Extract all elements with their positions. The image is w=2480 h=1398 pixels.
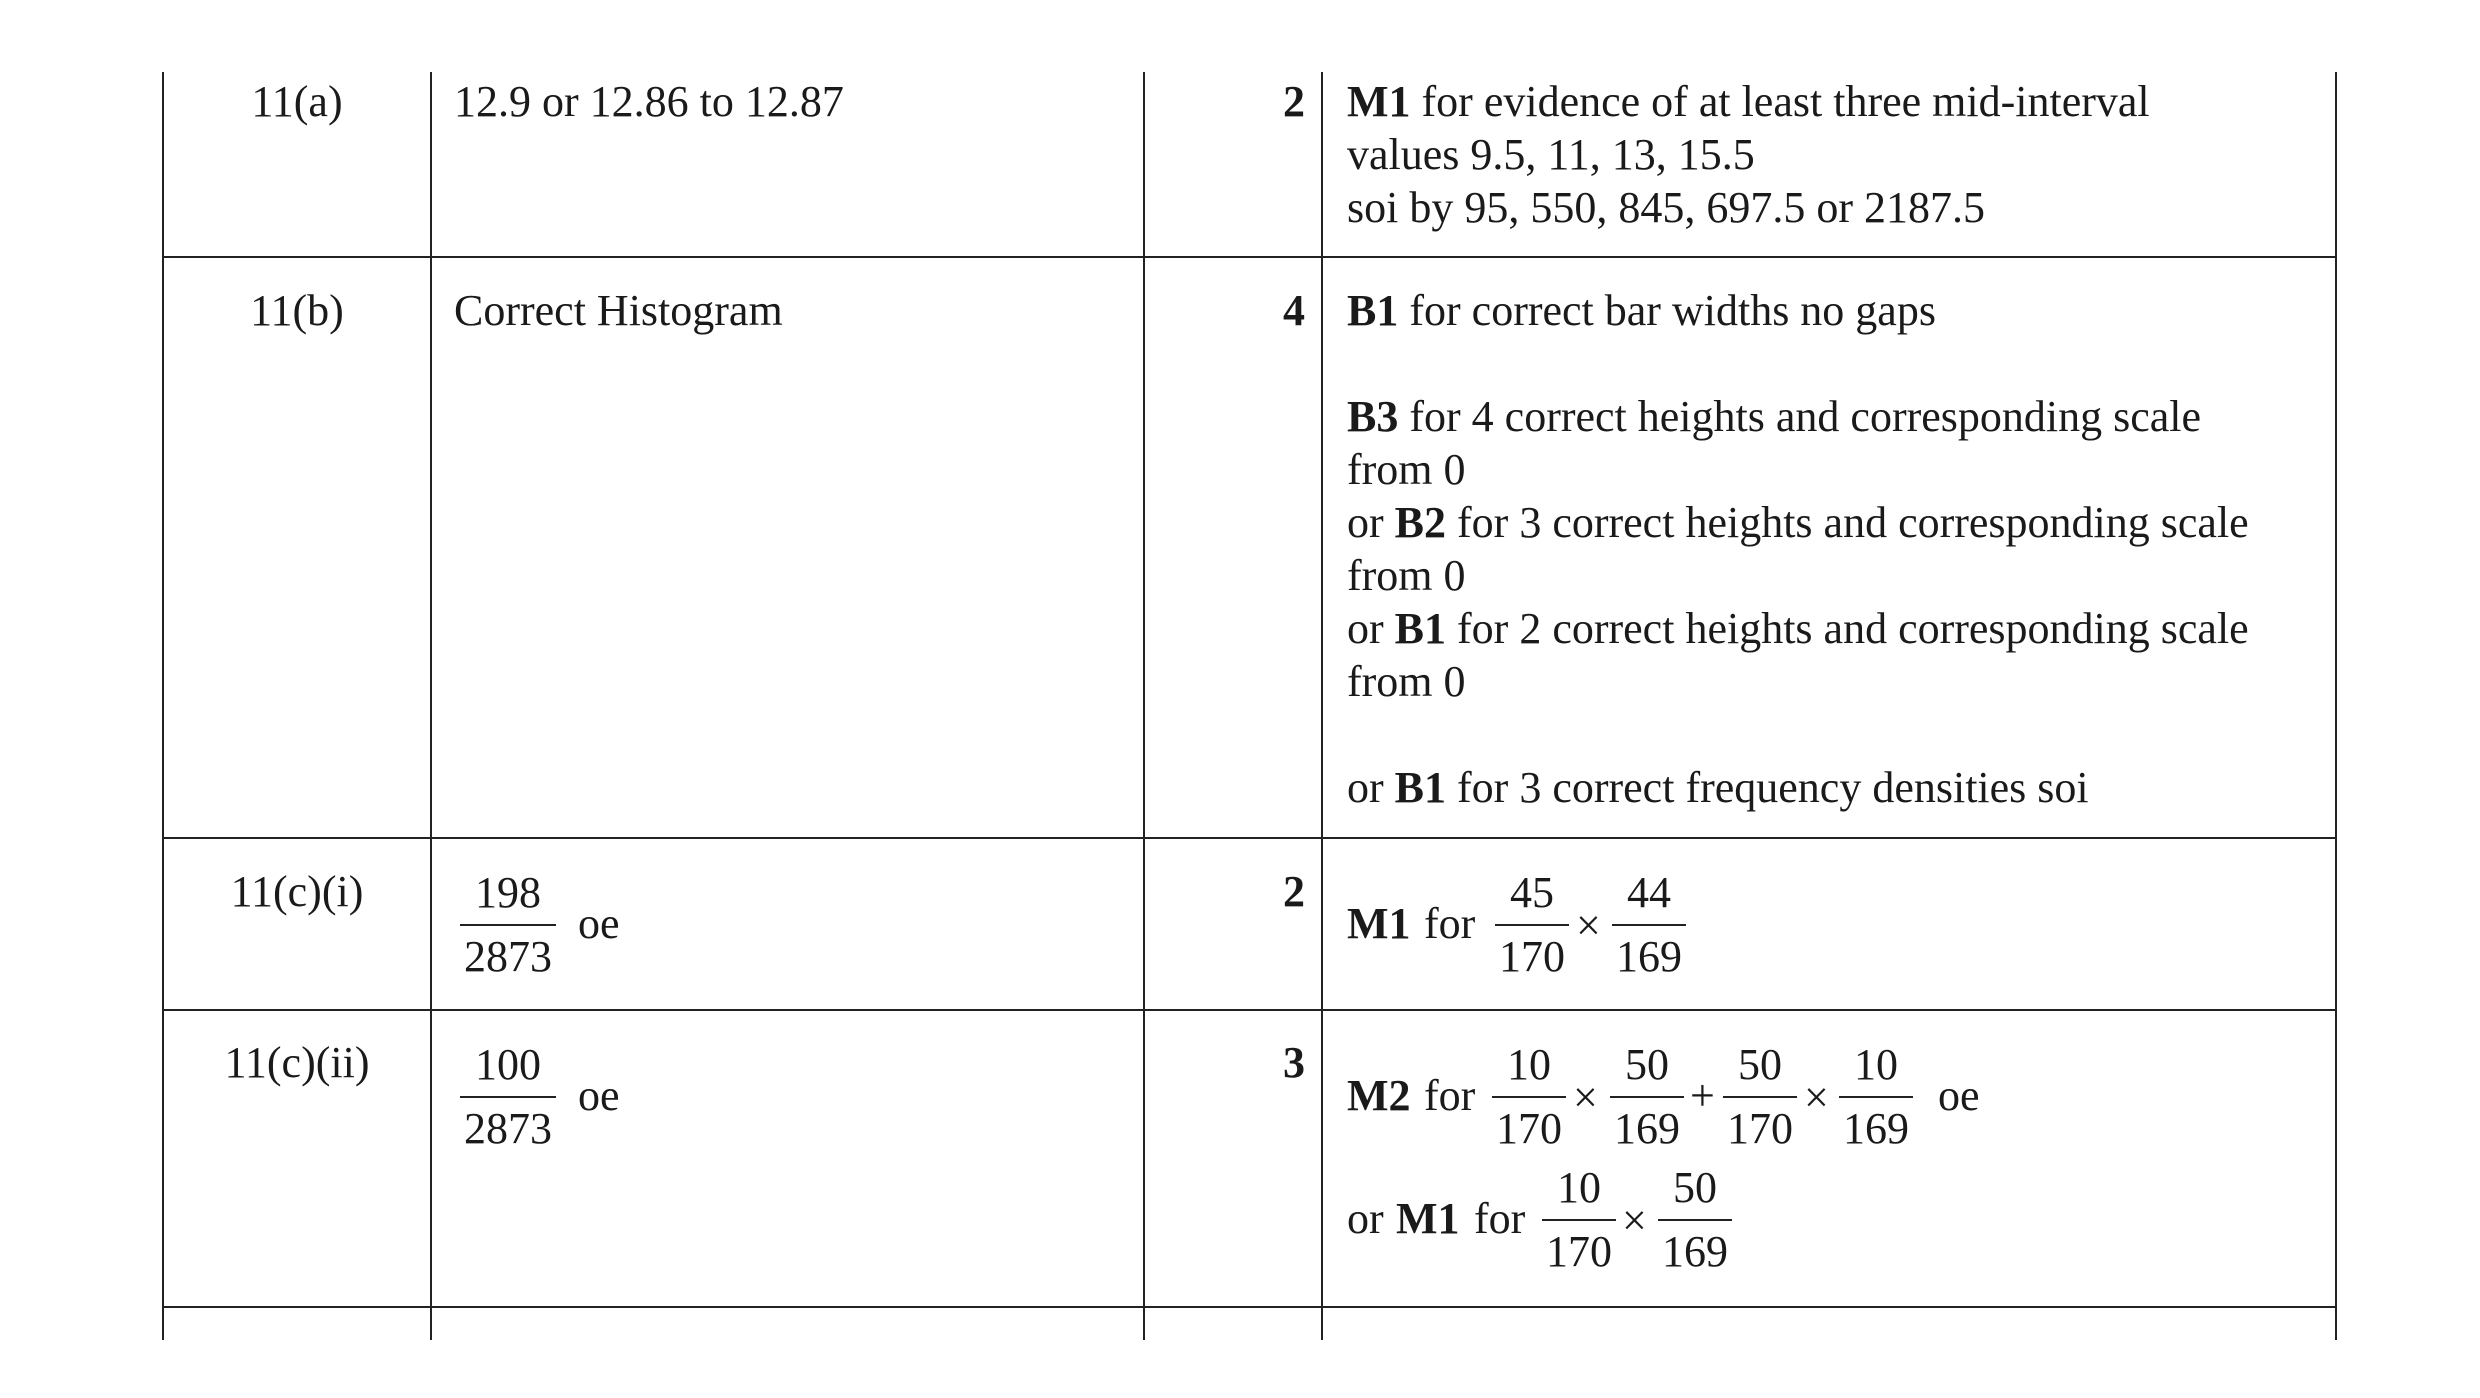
method-mark-label: M1 xyxy=(1396,1194,1460,1243)
notes-text: from 0 xyxy=(1347,445,1466,494)
fraction-bar xyxy=(1542,1219,1616,1221)
notes-fraction xyxy=(1658,1163,1732,1277)
question-number: 11(b) xyxy=(250,286,344,335)
fraction-numerator: 50 xyxy=(1625,1040,1669,1089)
notes-fraction xyxy=(1542,1163,1616,1277)
fraction-bar xyxy=(1839,1096,1913,1098)
notes-fraction xyxy=(1492,1040,1566,1154)
question-number: 11(c)(i) xyxy=(230,867,364,916)
fraction-denominator: 2873 xyxy=(464,1104,552,1153)
fraction-bar xyxy=(1658,1219,1732,1221)
row-divider xyxy=(162,837,2337,839)
fraction-bar xyxy=(1612,924,1686,926)
fraction-denominator: 169 xyxy=(1614,1104,1680,1153)
notes-text: oe xyxy=(1938,1071,1980,1120)
fraction-numerator: 10 xyxy=(1557,1163,1601,1212)
fraction-denominator: 170 xyxy=(1727,1104,1793,1153)
fraction-numerator: 10 xyxy=(1854,1040,1898,1089)
fraction-denominator: 170 xyxy=(1496,1104,1562,1153)
notes-text: or xyxy=(1347,604,1395,653)
row-divider xyxy=(162,256,2337,258)
answer-text: 12.9 or 12.86 to 12.87 xyxy=(454,77,844,126)
fraction-denominator: 169 xyxy=(1616,932,1682,981)
method-mark-label: M1 xyxy=(1347,77,1411,126)
notes-text: from 0 xyxy=(1347,657,1466,706)
notes-text: or xyxy=(1347,498,1395,547)
times-symbol: × xyxy=(1573,1073,1598,1122)
notes-text: or xyxy=(1347,1194,1384,1243)
bonus-mark-label: B3 xyxy=(1347,392,1399,441)
times-symbol: × xyxy=(1804,1073,1829,1122)
table-right-border xyxy=(2335,72,2337,1340)
answer-suffix: oe xyxy=(578,899,620,948)
notes-text: or xyxy=(1347,763,1395,812)
table-left-border xyxy=(162,72,164,1340)
bonus-mark-label: B1 xyxy=(1394,604,1447,653)
row-divider xyxy=(162,1009,2337,1011)
notes-text: for xyxy=(1424,899,1476,948)
fraction-bar xyxy=(1610,1096,1684,1098)
bonus-mark-label: B1 xyxy=(1394,763,1447,812)
method-mark-label: M2 xyxy=(1347,1071,1411,1120)
fraction-denominator: 170 xyxy=(1546,1227,1612,1276)
column-divider-answer xyxy=(430,72,432,1340)
notes-fraction xyxy=(1839,1040,1913,1154)
notes-text: soi by 95, 550, 845, 697.5 or 2187.5 xyxy=(1347,183,1985,232)
fraction-bar xyxy=(460,1096,556,1098)
notes-fraction xyxy=(1495,868,1569,982)
fraction-numerator: 100 xyxy=(475,1040,541,1089)
notes-text: for correct bar widths no gaps xyxy=(1398,286,1936,335)
answer-fraction xyxy=(460,1040,556,1154)
mark-value: 4 xyxy=(1283,286,1305,335)
notes-block xyxy=(1347,284,2249,814)
notes-text: for 3 correct frequency densities soi xyxy=(1446,763,2089,812)
notes-text: for xyxy=(1424,1071,1476,1120)
answer-text: Correct Histogram xyxy=(454,286,783,335)
notes-fraction xyxy=(1723,1040,1797,1154)
notes-text: from 0 xyxy=(1347,551,1466,600)
fraction-denominator: 169 xyxy=(1843,1104,1909,1153)
fraction-denominator: 169 xyxy=(1662,1227,1728,1276)
notes-text: for 3 correct heights and corresponding scale xyxy=(1446,498,2249,547)
bonus-mark-label: B1 xyxy=(1347,286,1399,335)
column-divider-mark xyxy=(1143,72,1145,1340)
times-symbol: × xyxy=(1622,1196,1647,1245)
fraction-bar xyxy=(1723,1096,1797,1098)
row-divider xyxy=(162,1306,2337,1308)
notes-fraction xyxy=(1610,1040,1684,1154)
fraction-bar xyxy=(460,924,556,926)
fraction-bar xyxy=(1492,1096,1566,1098)
notes-fraction xyxy=(1612,868,1686,982)
column-divider-notes xyxy=(1321,72,1323,1340)
notes-text: for evidence of at least three mid-interval xyxy=(1410,77,2150,126)
mark-value: 3 xyxy=(1283,1038,1305,1087)
answer-suffix: oe xyxy=(578,1071,620,1120)
fraction-denominator: 2873 xyxy=(464,932,552,981)
notes-text: for xyxy=(1474,1194,1526,1243)
notes-text: for 2 correct heights and corresponding scale xyxy=(1446,604,2249,653)
fraction-numerator: 50 xyxy=(1673,1163,1717,1212)
notes-block xyxy=(1347,75,2150,234)
fraction-bar xyxy=(1495,924,1569,926)
notes-text: for 4 correct heights and corresponding scale xyxy=(1398,392,2202,441)
fraction-numerator: 45 xyxy=(1510,868,1554,917)
question-number: 11(c)(ii) xyxy=(224,1038,370,1087)
mark-value: 2 xyxy=(1283,867,1305,916)
fraction-numerator: 44 xyxy=(1627,868,1671,917)
mark-value: 2 xyxy=(1283,77,1305,126)
fraction-numerator: 10 xyxy=(1507,1040,1551,1089)
answer-fraction xyxy=(460,868,556,982)
fraction-denominator: 170 xyxy=(1499,932,1565,981)
bonus-mark-label: B2 xyxy=(1394,498,1447,547)
times-symbol: × xyxy=(1576,901,1601,950)
question-number: 11(a) xyxy=(251,77,343,126)
notes-text: values 9.5, 11, 13, 15.5 xyxy=(1347,130,1755,179)
plus-symbol: + xyxy=(1690,1071,1715,1120)
fraction-numerator: 198 xyxy=(475,868,541,917)
fraction-numerator: 50 xyxy=(1738,1040,1782,1089)
method-mark-label: M1 xyxy=(1347,899,1411,948)
